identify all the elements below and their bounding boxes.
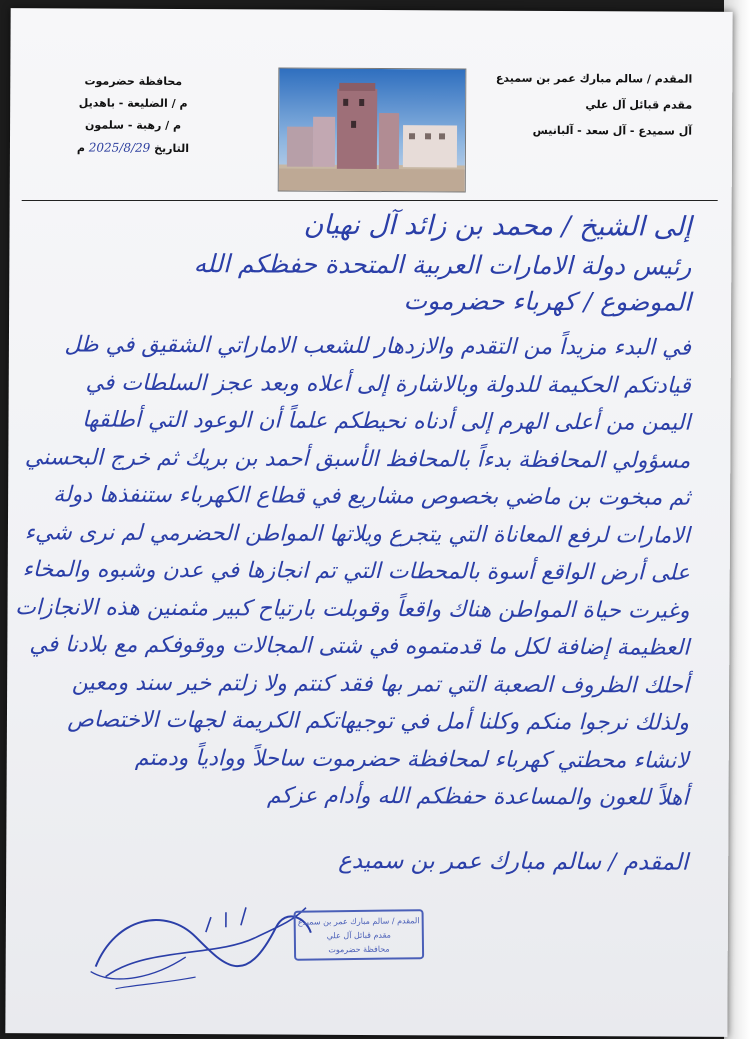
sender-line: آل سميدع - آل سعد - آلبانيس [532,123,693,138]
body-line: الامارات لرفع المعاناة التي يتجرع ويلاتها المواطن الحضرمي لم نرى شيء [24,519,691,549]
body-line: مسؤولي المحافظة بدءاً بالمحافظ الأسبق أحمد بن بريك ثم خرج البحسني [24,444,691,474]
body-line: ولذلك نرجوا منكم وكلنا أمل في توجيهاتكم الكريمة لجهات الاختصاص [67,707,690,736]
sender-line: مقدم قبائل آل علي [585,98,693,112]
official-stamp [294,909,425,961]
body-line: أحلك الظروف الصعبة التي تمر بها فقد كنتم ولا زلتم خير سند ومعين [71,669,690,699]
body-line: أهلاً للعون والمساعدة حفظكم الله وأدام عزكم [266,783,689,811]
sender-line: المقدم / سالم مبارك عمر بن سميدع [495,71,693,86]
date-label: التاريخ [154,141,190,156]
body-line: وغيرت حياة المواطن هناك واقعاً وقوبلت بارتياح كبير مثمنين هذه الانجازات [15,594,690,624]
body-line: في البدء مزيداً من التقدم والازدهار للشعب الاماراتي الشقيق في ظل [64,332,691,361]
location-line: محافظة حضرموت [84,74,183,89]
body-line: على أرض الواقع أسوة بالمحطات التي تم انجازها في عدن وشبوه والمخاء [22,557,690,586]
body-line: اليمن من أعلى الهرم إلى أدناه نحيطكم علماً أن الوعود التي أطلقها [82,407,691,436]
body-line: ثم مبخوت بن ماضي بخصوص مشاريع في قطاع الكهرباء ستنفذها دولة [53,482,691,511]
body-line: قيادتكم الحكيمة للدولة وبالاشارة إلى أعلاه وبعد عجز السلطات في [85,370,691,399]
date-suffix: م [76,141,85,155]
fort-header-photo [278,68,467,193]
header-divider [22,200,718,201]
header-sender-block [472,66,692,145]
recipient-line: إلى الشيخ / محمد بن زائد آل نهيان [303,209,692,243]
header-location-block [48,70,218,160]
location-line: م / رهبة - سلمون [85,118,182,133]
letter-page [5,8,732,1037]
body-line: العظيمة إضافة لكل ما قدمتموه في شتى المجالات ووقوفكم مع بلادنا في [29,632,690,661]
letter-body [15,326,691,817]
body-line: لانشاء محطتي كهرباء لمحافظة حضرموت ساحلاً ووادياً ودمتم [134,745,689,774]
stamp-line: المقدم / سالم مبارك عمر بن سميدع [297,916,420,927]
subject-line: الموضوع / كهرباء حضرموت [403,286,692,317]
handwritten-signature [76,876,327,997]
date-value: 2025/8/29 [88,140,151,155]
stamp-line: محافظة حضرموت [328,944,390,955]
stamp-line: مقدم قبائل آل علي [326,930,391,941]
signer-line: المقدم / سالم مبارك عمر بن سميدع [338,847,689,876]
date-line [48,136,218,160]
recipient-title: رئيس دولة الامارات العربية المتحدة حفظكم الله [193,249,692,281]
location-line: م / الضليعة - باهديل [78,96,188,111]
